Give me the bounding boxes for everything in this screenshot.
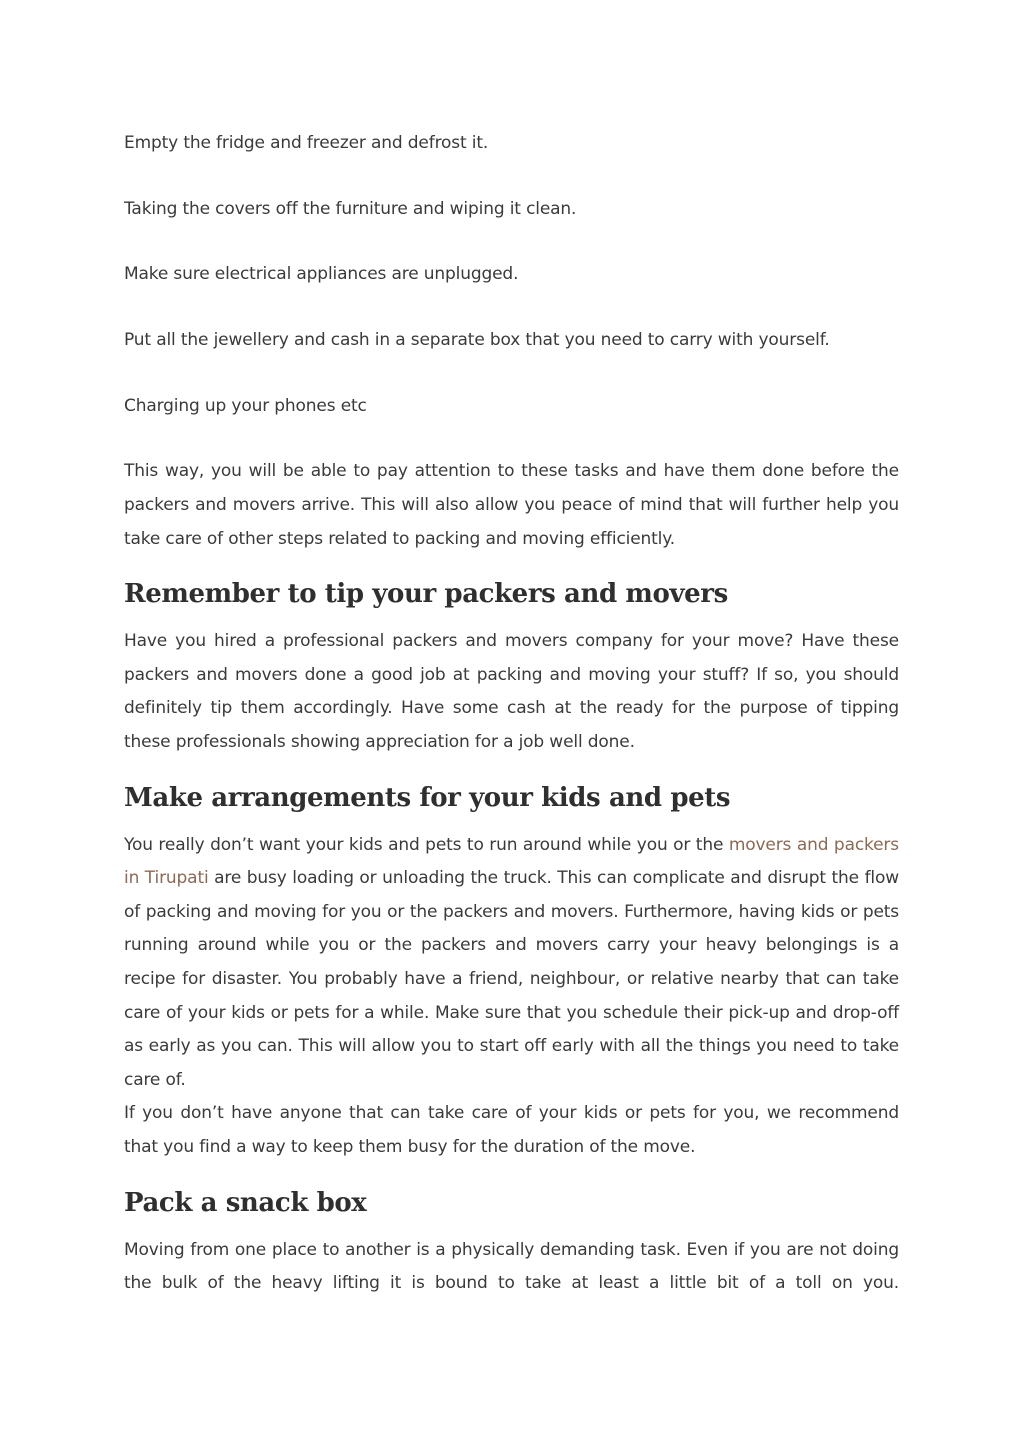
movers-packers-tirupati-link[interactable]: movers and packers in Tirupati	[124, 834, 899, 889]
checklist-item: Charging up your phones etc	[124, 395, 367, 416]
intro-paragraph: This way, you will be able to pay attention to these tasks and have them done before the packers and movers arrive. This will also allow you peace of mind that will further help you take care of other steps related to packing and moving efficiently.	[124, 461, 899, 549]
section-heading-snack-box: Pack a snack box	[124, 1187, 367, 1218]
section-paragraph-kids-pets	[124, 829, 899, 1098]
checklist-item: Taking the covers off the furniture and wiping it clean.	[124, 198, 577, 219]
checklist-item: Empty the fridge and freezer and defrost it.	[124, 133, 489, 153]
section-paragraph-tip: Have you hired a professional packers and movers company for your move? Have these packers and movers done a good job at packing and moving your stuff? If so, you should definitely tip them accordingly. Have some cash at the ready for the purpose of tipping these professionals showing appreciation for a job well done.	[124, 631, 899, 752]
section-paragraph-snack-box: Moving from one place to another is a physically demanding task. Even if you are not doing the bulk of the heavy lifting it is bound to take at least a little bit of a toll on you.	[124, 1239, 899, 1294]
document-page	[124, 127, 899, 1301]
paragraph-text: You really don’t want your kids and pets to run around while you or the	[124, 834, 729, 855]
checklist-item: Put all the jewellery and cash in a separate box that you need to carry with yourself.	[124, 330, 830, 351]
paragraph-text: are busy loading or unloading the truck. This can complicate and disrupt the flow of packing and moving for you or the packers and movers. Furthermore, having kids or pets running around while you or the packers and movers carry your heavy belongings is a recipe for disaster. You probably have a friend, neighbour, or relative nearby that can take care of your kids or pets for a while. Make sure that you schedule their pick-up and drop-off as early as you can. This will allow you to start off early with all the things you need to take care of.	[124, 868, 899, 1090]
checklist-item: Make sure electrical appliances are unplugged.	[124, 264, 519, 285]
section-heading-tip: Remember to tip your packers and movers	[124, 579, 728, 610]
section-heading-kids-pets: Make arrangements for your kids and pets	[124, 782, 731, 813]
section-paragraph-kids-pets-2: If you don’t have anyone that can take care of your kids or pets for you, we recommend that you find a way to keep them busy for the duration of the move.	[124, 1103, 899, 1157]
